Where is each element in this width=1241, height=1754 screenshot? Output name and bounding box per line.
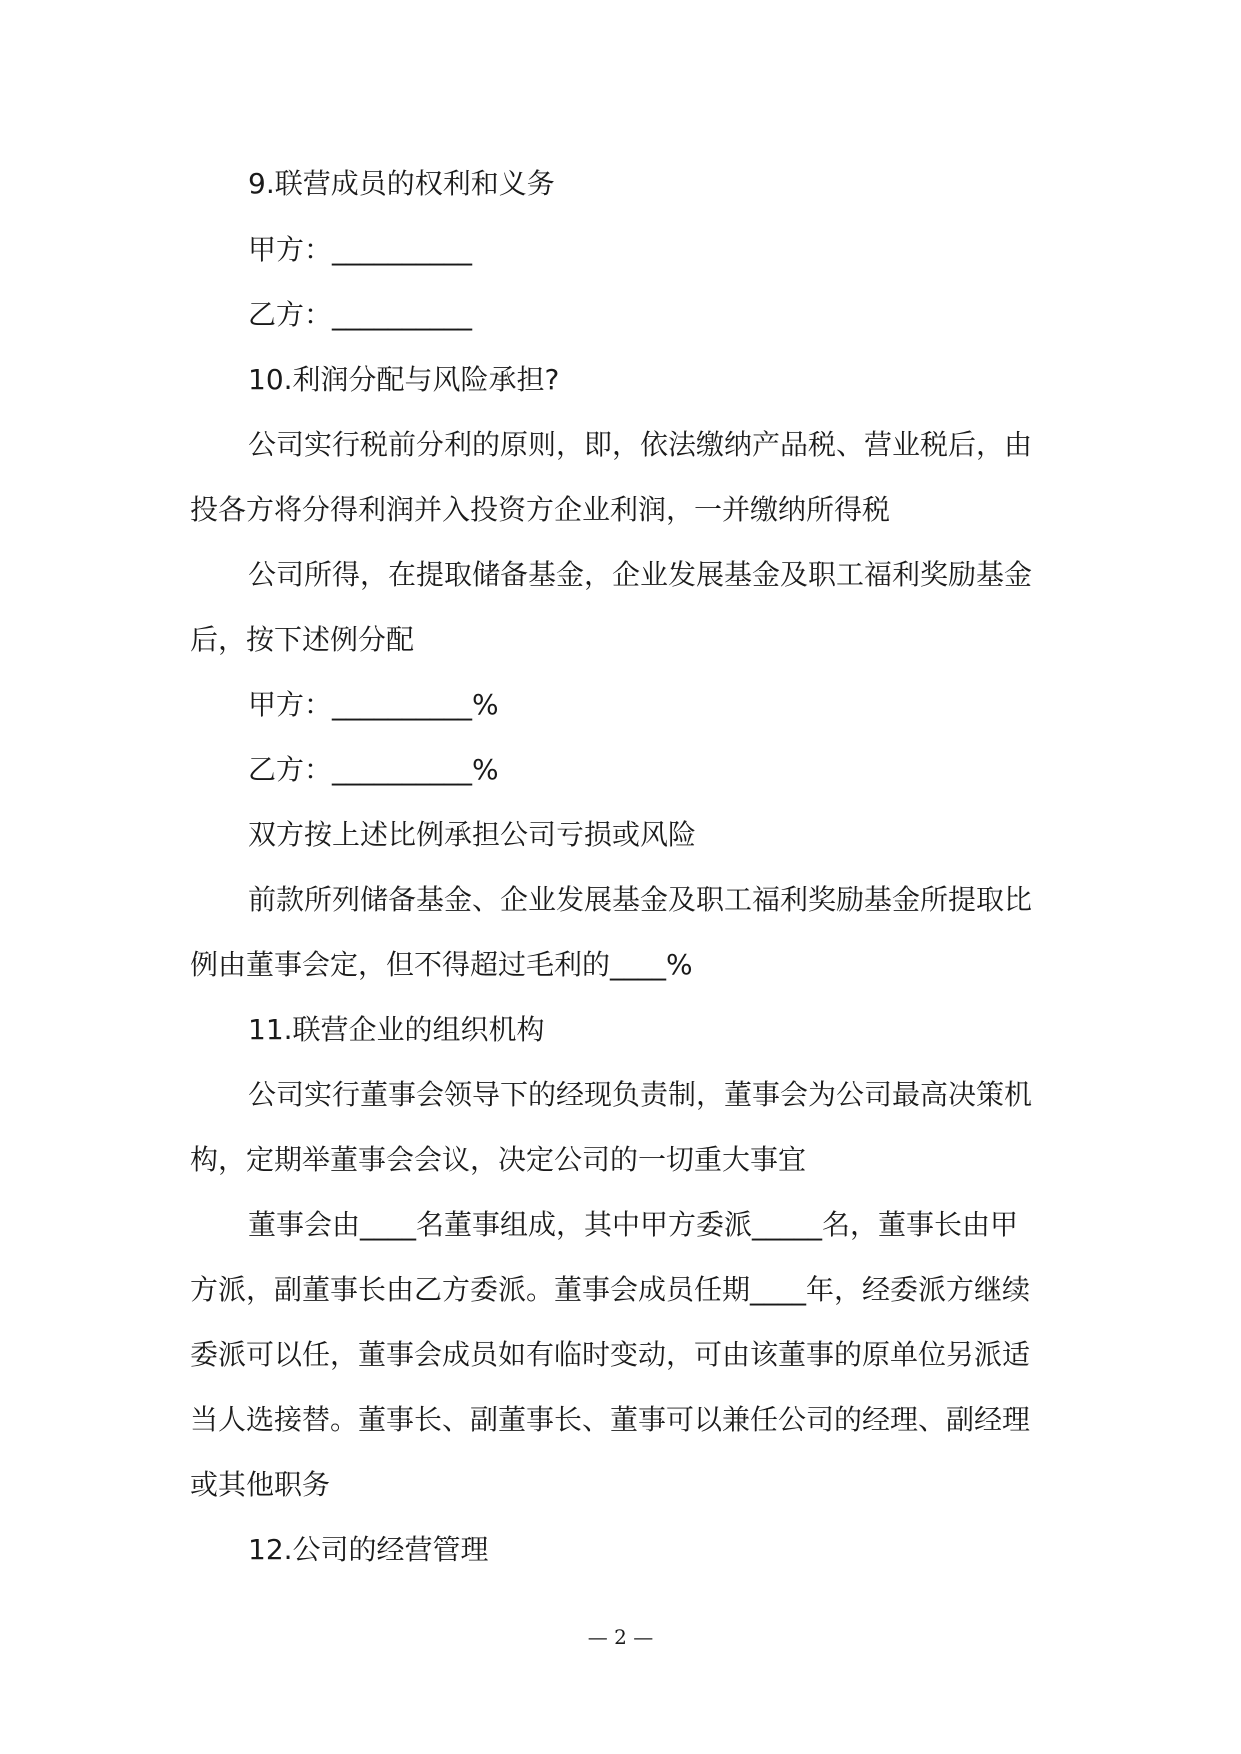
paragraph-line: 委派可以任，董事会成员如有临时变动，可由该董事的原单位另派适 xyxy=(190,1338,1031,1371)
paragraph-line: 公司实行董事会领导下的经现负责制，董事会为公司最高决策机 xyxy=(248,1078,1033,1111)
page-number: — 2 — xyxy=(587,1625,654,1649)
paragraph-line: 当人选接替。董事长、副董事长、董事可以兼任公司的经理、副经理 xyxy=(190,1403,1031,1436)
paragraph-line: 公司实行税前分利的原则，即，依法缴纳产品税、营业税后，由 xyxy=(248,428,1033,461)
section-heading-10: 10.利润分配与风险承担? xyxy=(248,363,560,396)
paragraph-line: 董事会由____名董事组成，其中甲方委派_____名，董事长由甲 xyxy=(248,1208,1019,1241)
party-a-rights-line: 甲方：__________ xyxy=(248,233,473,266)
paragraph-line: 后，按下述例分配 xyxy=(190,623,415,656)
paragraph-line: 投各方将分得利润并入投资方企业利润，一并缴纳所得税 xyxy=(190,493,891,526)
section-heading-11: 11.联营企业的组织机构 xyxy=(248,1013,545,1046)
paragraph-line: 公司所得，在提取储备基金，企业发展基金及职工福利奖励基金 xyxy=(248,558,1033,591)
party-b-share-line: 乙方：__________% xyxy=(248,753,499,786)
paragraph-line: 方派，副董事长由乙方委派。董事会成员任期____年，经委派方继续 xyxy=(190,1273,1031,1306)
section-heading-9: 9.联营成员的权利和义务 xyxy=(248,167,555,200)
party-b-rights-line: 乙方：__________ xyxy=(248,298,473,331)
paragraph-line: 构，定期举董事会会议，决定公司的一切重大事宜 xyxy=(190,1143,807,1176)
section-heading-12: 12.公司的经营管理 xyxy=(248,1533,489,1566)
party-a-share-line: 甲方：__________% xyxy=(248,688,499,721)
paragraph-line: 双方按上述比例承担公司亏损或风险 xyxy=(248,818,697,851)
paragraph-line: 或其他职务 xyxy=(190,1468,331,1501)
paragraph-line: 例由董事会定，但不得超过毛利的____% xyxy=(190,948,693,981)
paragraph-line: 前款所列储备基金、企业发展基金及职工福利奖励基金所提取比 xyxy=(248,883,1033,916)
